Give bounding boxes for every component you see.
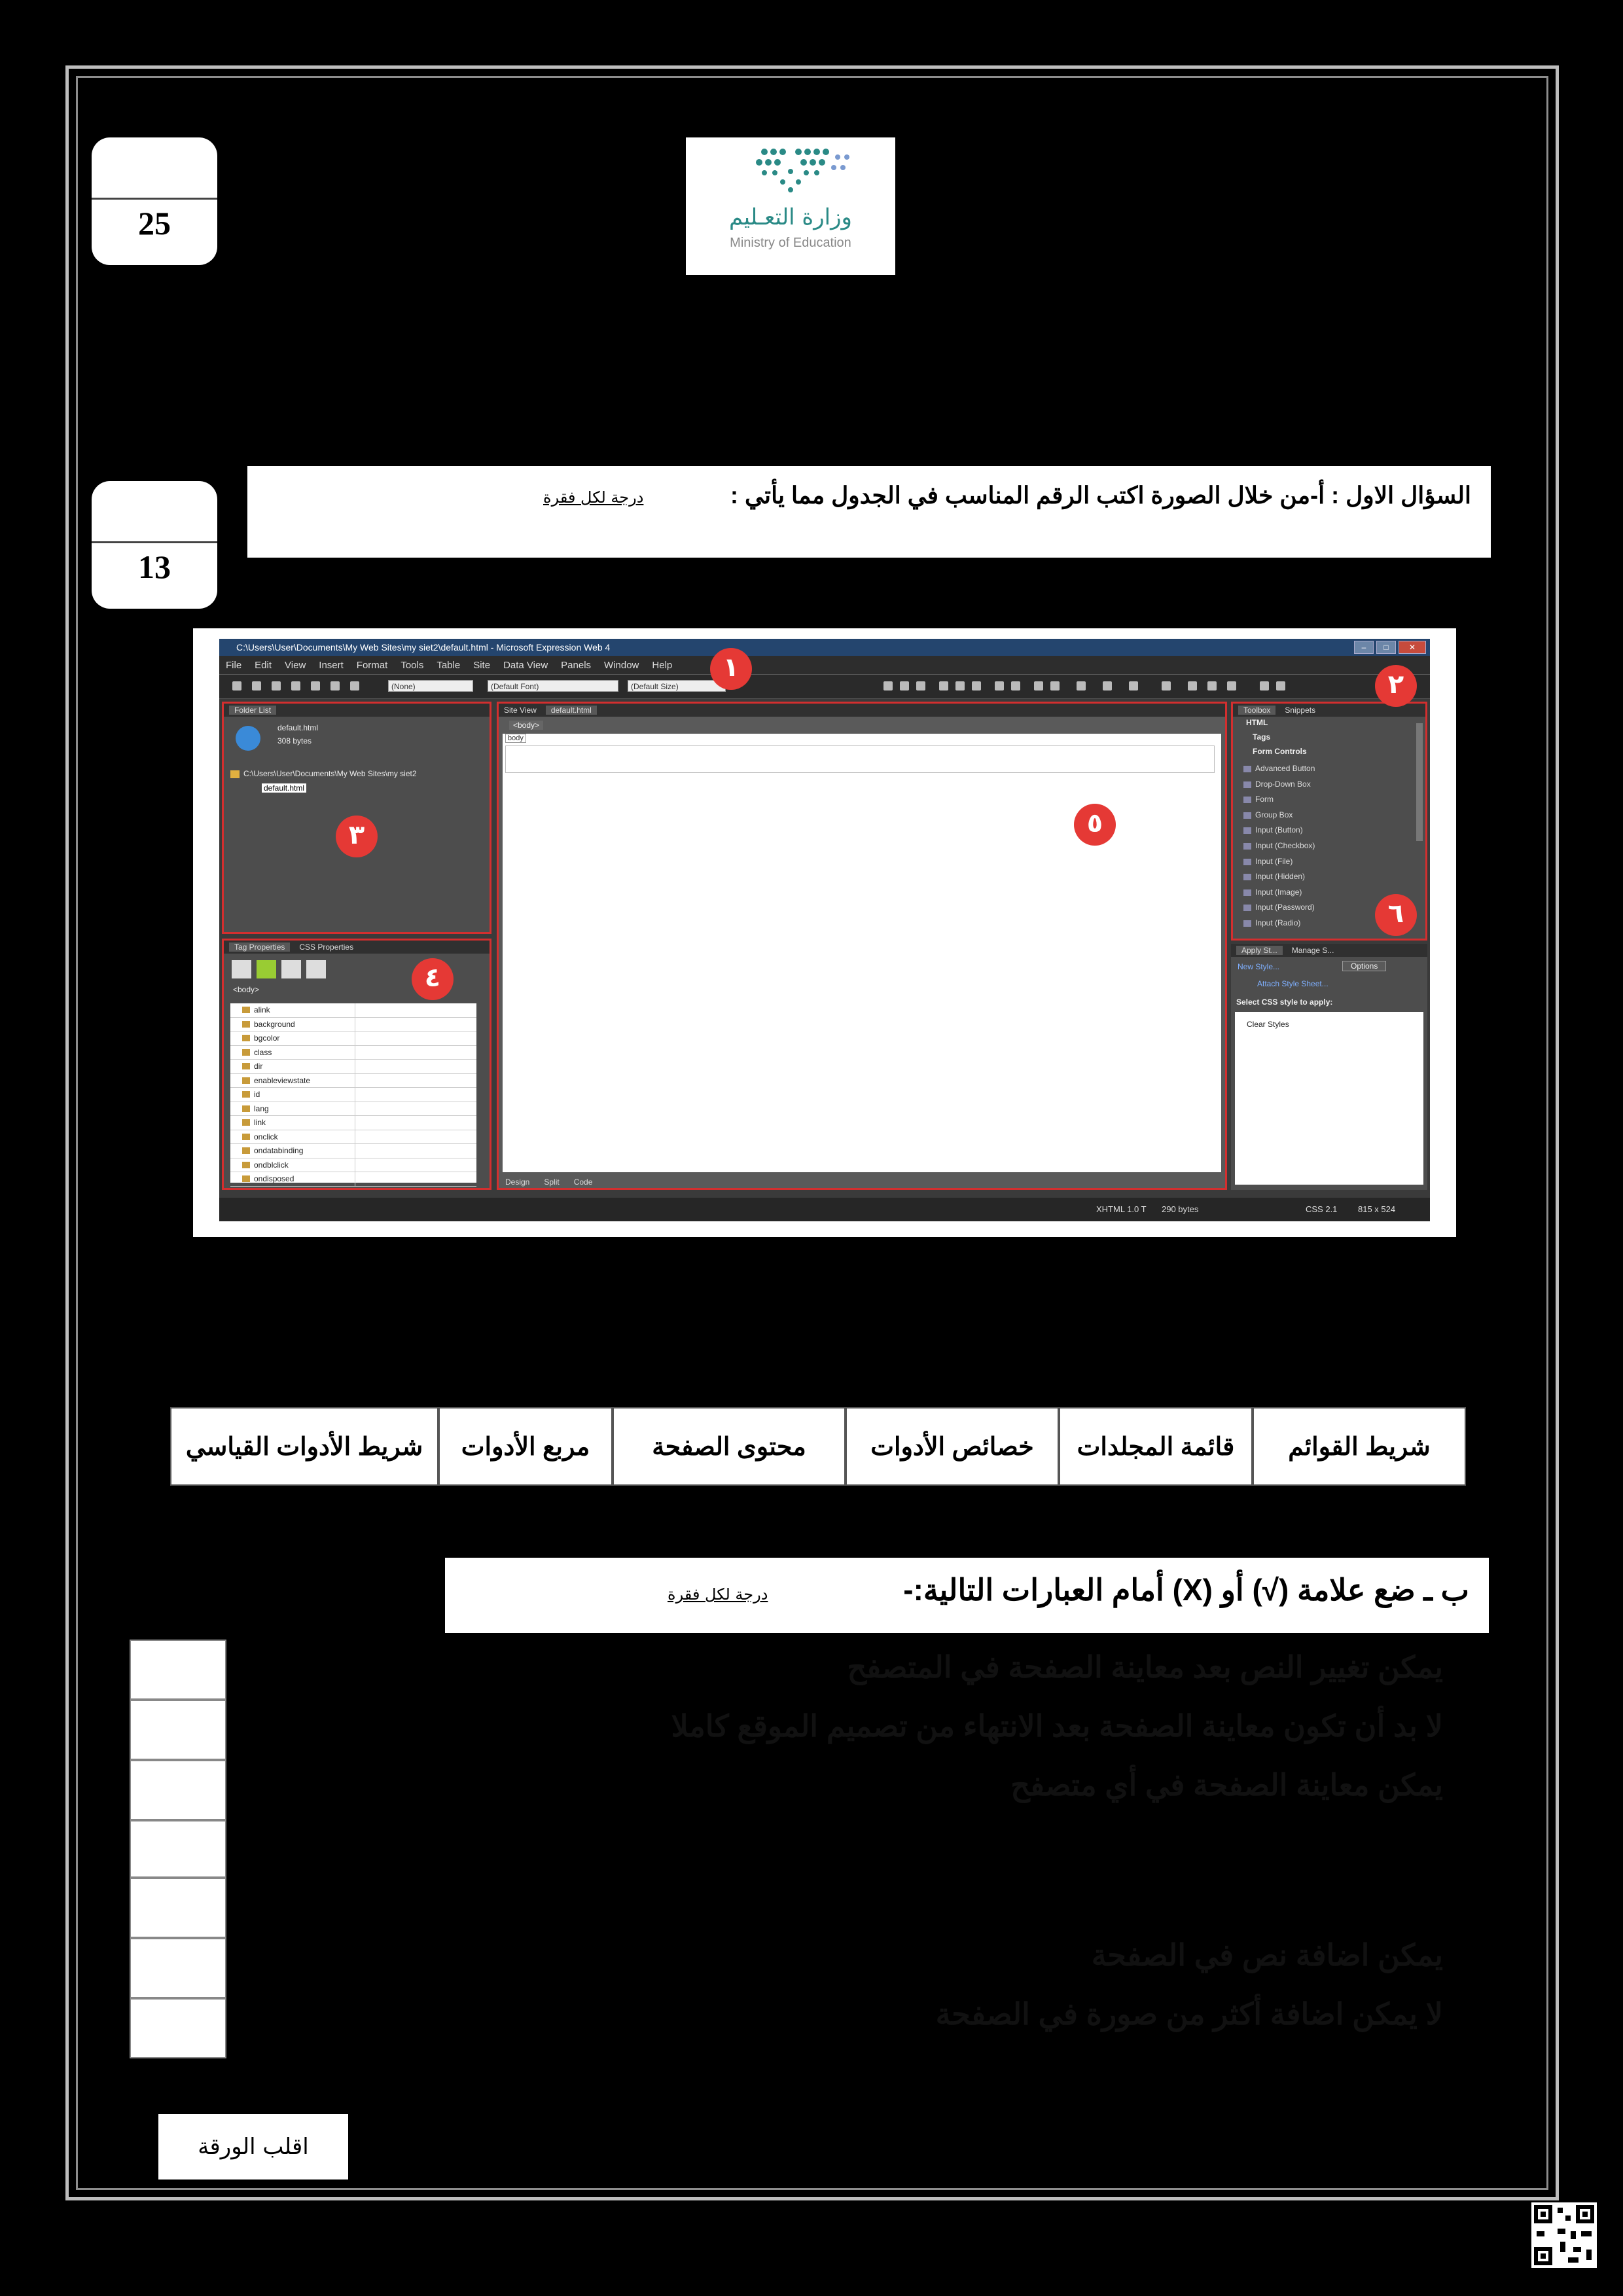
- tab-apply-styles[interactable]: Apply St...: [1236, 946, 1283, 955]
- toolbox-input-button[interactable]: Input (Button): [1233, 823, 1414, 838]
- outdent-icon[interactable]: [1050, 681, 1060, 691]
- view-tabs: [505, 1177, 592, 1187]
- tab-design[interactable]: Design: [505, 1177, 530, 1187]
- tab-manage-styles[interactable]: Manage S...: [1291, 946, 1334, 955]
- toolbox-input-password[interactable]: Input (Password): [1233, 900, 1414, 916]
- toolbox-input-checkbox[interactable]: Input (Checkbox): [1233, 838, 1414, 854]
- tab-snippets[interactable]: Snippets: [1285, 706, 1316, 715]
- statement-3: يمكن معاينة الصفحة في أي متصفح: [1010, 1768, 1443, 1802]
- clear-styles-item[interactable]: Clear Styles: [1247, 1020, 1289, 1029]
- marker-2: ٢: [1375, 665, 1417, 707]
- expression-web-window: [219, 639, 1430, 1221]
- align-left-icon[interactable]: [939, 681, 948, 691]
- attr-alink[interactable]: alink: [230, 1003, 476, 1018]
- apply-styles-tabs: [1231, 944, 1427, 957]
- toolbox-advanced-button[interactable]: Advanced Button: [1233, 761, 1414, 777]
- indent-icon[interactable]: [1034, 681, 1043, 691]
- tag-options-icon[interactable]: [306, 960, 326, 978]
- align-center-icon[interactable]: [955, 681, 965, 691]
- menu-table[interactable]: Table: [437, 659, 461, 671]
- statement-2: لا بد أن تكون معاينة الصفحة بعد الانتهاء من تصميم الموقع كاملا: [671, 1709, 1443, 1743]
- toolbox-input-image[interactable]: Input (Image): [1233, 885, 1414, 901]
- logo-english-text: Ministry of Education: [730, 236, 851, 250]
- toolbox-drop-down-box[interactable]: Drop-Down Box: [1233, 777, 1414, 793]
- attr-onclick[interactable]: onclick: [230, 1130, 476, 1145]
- attr-bgcolor[interactable]: bgcolor: [230, 1031, 476, 1046]
- highlight-icon[interactable]: [1103, 681, 1112, 691]
- attr-dir[interactable]: dir: [230, 1060, 476, 1074]
- layers-icon[interactable]: [1188, 681, 1197, 691]
- bold-icon[interactable]: [883, 681, 893, 691]
- select-css-style-label: Select CSS style to apply:: [1236, 997, 1333, 1007]
- tab-split[interactable]: Split: [544, 1177, 560, 1187]
- answer-table: [170, 1407, 1466, 1486]
- window-controls: [1354, 641, 1426, 654]
- attr-link[interactable]: link: [230, 1116, 476, 1130]
- menu-file[interactable]: File: [226, 659, 242, 671]
- tab-css-properties[interactable]: CSS Properties: [299, 942, 354, 952]
- table-icon[interactable]: [1162, 681, 1171, 691]
- answer-cell-tool-properties[interactable]: خصائص الأدوات: [846, 1407, 1059, 1486]
- attr-enableviewstate[interactable]: enableviewstate: [230, 1074, 476, 1088]
- question1-score-box: [92, 481, 217, 609]
- body-tag-chip[interactable]: <body>: [509, 721, 543, 730]
- expression-web-screenshot: [193, 628, 1456, 1237]
- folder-selected-file[interactable]: default.html: [262, 783, 306, 793]
- current-tag: <body>: [233, 985, 260, 994]
- attr-id[interactable]: id: [230, 1088, 476, 1102]
- bullet-list-icon[interactable]: [1011, 681, 1020, 691]
- toolbox-scrollbar[interactable]: [1416, 723, 1423, 841]
- menu-help[interactable]: Help: [652, 659, 673, 671]
- font-color-icon[interactable]: [1129, 681, 1138, 691]
- statement-4: يمكن اضافة نص في الصفحة: [1091, 1938, 1443, 1972]
- minimize-icon[interactable]: –: [1354, 641, 1374, 654]
- new-page-icon[interactable]: [232, 681, 241, 691]
- toolbox-input-radio[interactable]: Input (Radio): [1233, 916, 1414, 931]
- toolbox-input-hidden[interactable]: Input (Hidden): [1233, 869, 1414, 885]
- tf-answer-box-3[interactable]: [130, 1760, 226, 1820]
- publish-icon[interactable]: [330, 681, 340, 691]
- save-icon[interactable]: [291, 681, 300, 691]
- browser-icon[interactable]: [1227, 681, 1236, 691]
- status-css[interactable]: CSS 2.1: [1306, 1204, 1338, 1214]
- menu-data-view[interactable]: Data View: [503, 659, 548, 671]
- statement-1: يمكن تغيير النص بعد معاينة الصفحة في المتصفح: [847, 1650, 1443, 1684]
- menu-view[interactable]: View: [285, 659, 306, 671]
- menu-panels[interactable]: Panels: [561, 659, 592, 671]
- question1-points-note: درجة لكل فقرة: [543, 488, 644, 507]
- new-style-link[interactable]: New Style...: [1238, 962, 1280, 971]
- editor-tabs: [499, 704, 1225, 717]
- tab-code[interactable]: Code: [573, 1177, 593, 1187]
- folder-icon: [230, 770, 240, 778]
- question1-title: السؤال الاول : أ-من خلال الصورة اكتب الرقم المناسب في الجدول مما يأتي :: [730, 482, 1471, 509]
- sort-alpha-icon[interactable]: [257, 960, 276, 978]
- tag-attribute-list: [230, 1003, 476, 1183]
- folder-icon[interactable]: [272, 681, 281, 691]
- question1-banner: [247, 466, 1491, 558]
- tab-toolbox[interactable]: Toolbox: [1238, 706, 1275, 715]
- tab-folder-list[interactable]: Folder List: [229, 706, 276, 715]
- status-dimensions[interactable]: 815 x 524: [1358, 1204, 1396, 1214]
- toolbox-form[interactable]: Form: [1233, 792, 1414, 808]
- marker-1: ١: [710, 648, 752, 690]
- folder-list-header: [224, 704, 490, 717]
- question-b-banner: [445, 1558, 1489, 1633]
- borders-icon[interactable]: [1077, 681, 1086, 691]
- attr-ondblclick[interactable]: ondblclick: [230, 1158, 476, 1173]
- body-label: body: [505, 734, 526, 743]
- sort-category-icon[interactable]: [232, 960, 251, 978]
- tf-answer-box-6[interactable]: [130, 1938, 226, 1998]
- folder-file-size: 308 bytes: [277, 736, 312, 745]
- tag-panel-buttons: [232, 960, 336, 980]
- answer-cell-toolbox[interactable]: مربع الأدوات: [438, 1407, 613, 1486]
- underline-icon[interactable]: [916, 681, 925, 691]
- toolbox-group-form-controls[interactable]: Form Controls: [1253, 747, 1307, 756]
- window-titlebar: [219, 639, 1430, 656]
- preview-icon[interactable]: [311, 681, 320, 691]
- menu-site[interactable]: Site: [473, 659, 491, 671]
- style-select[interactable]: (None): [388, 680, 473, 692]
- answer-cell-folder-list[interactable]: قائمة المجلدات: [1059, 1407, 1253, 1486]
- open-icon[interactable]: [252, 681, 261, 691]
- styles-options-button[interactable]: Options: [1342, 961, 1386, 971]
- answer-cell-menu-bar[interactable]: شريط القوائم: [1253, 1407, 1466, 1486]
- body-block[interactable]: [505, 745, 1215, 773]
- apply-styles-panel: [1231, 944, 1427, 1190]
- marker-6: ٦: [1375, 894, 1417, 936]
- flip-page-note: اقلب الورقة: [158, 2114, 348, 2179]
- statement-5: لا يمكن اضافة أكثر من صورة في الصفحة: [935, 1997, 1443, 2031]
- standard-toolbar: [219, 674, 1430, 699]
- print-icon[interactable]: [350, 681, 359, 691]
- paragraph-ltr-icon[interactable]: [1260, 681, 1269, 691]
- font-size-select[interactable]: (Default Size): [628, 680, 726, 692]
- menu-format[interactable]: Format: [356, 659, 388, 671]
- attr-class[interactable]: class: [230, 1046, 476, 1060]
- ministry-logo: [686, 137, 895, 275]
- qr-code: [1531, 2202, 1597, 2268]
- toolbox-group-html[interactable]: HTML: [1246, 718, 1268, 727]
- tf-answer-box-7[interactable]: [130, 1998, 226, 2058]
- styles-list: [1235, 1012, 1423, 1185]
- close-icon[interactable]: ✕: [1399, 641, 1426, 654]
- menu-bar: [219, 656, 1430, 674]
- answer-cell-page-content[interactable]: محتوى الصفحة: [613, 1407, 846, 1486]
- image-icon[interactable]: [1207, 681, 1217, 691]
- numbered-list-icon[interactable]: [995, 681, 1004, 691]
- italic-icon[interactable]: [900, 681, 909, 691]
- question1-score: 13: [138, 548, 171, 585]
- marker-5: ٥: [1074, 804, 1116, 846]
- marker-4: ٤: [412, 958, 454, 1000]
- tab-tag-properties[interactable]: Tag Properties: [229, 942, 290, 952]
- maximize-icon[interactable]: □: [1376, 641, 1396, 654]
- menu-insert[interactable]: Insert: [319, 659, 344, 671]
- window-title: C:\Users\User\Documents\My Web Sites\my siet2\default.html - Microsoft Expression Web 4: [236, 642, 611, 653]
- total-score-box: [92, 137, 217, 265]
- tab-default-html[interactable]: default.html: [546, 706, 597, 715]
- attr-lang[interactable]: lang: [230, 1102, 476, 1117]
- tf-answer-box-4[interactable]: [130, 1820, 226, 1878]
- align-right-icon[interactable]: [972, 681, 981, 691]
- show-set-icon[interactable]: [281, 960, 301, 978]
- tag-properties-header: [224, 941, 490, 954]
- question-b-points-note: درجة لكل فقرة: [668, 1585, 768, 1604]
- html-file-icon: [236, 726, 260, 751]
- menu-edit[interactable]: Edit: [255, 659, 272, 671]
- marker-3: ٣: [336, 816, 378, 857]
- answer-cell-standard-toolbar[interactable]: شريط الأدوات القياسي: [170, 1407, 438, 1486]
- logo-dots-icon: [686, 137, 895, 203]
- menu-window[interactable]: Window: [604, 659, 639, 671]
- toolbox-input-file[interactable]: Input (File): [1233, 854, 1414, 870]
- folder-path[interactable]: C:\Users\User\Documents\My Web Sites\my siet2: [243, 769, 417, 778]
- tf-answer-box-1[interactable]: [130, 1640, 226, 1700]
- folder-file-name[interactable]: default.html: [277, 723, 319, 732]
- editor-panel: [497, 702, 1227, 1190]
- toolbox-group-tags[interactable]: Tags: [1253, 732, 1271, 742]
- total-score: 25: [138, 205, 171, 242]
- toolbox-group-box[interactable]: Group Box: [1233, 808, 1414, 823]
- attr-background[interactable]: background: [230, 1018, 476, 1032]
- logo-arabic-text: وزارة التعـليم: [729, 204, 852, 230]
- attr-ondatabinding[interactable]: ondatabinding: [230, 1144, 476, 1158]
- status-bar: [219, 1198, 1430, 1221]
- tf-answer-box-5[interactable]: [130, 1878, 226, 1938]
- attr-ondisposed[interactable]: ondisposed: [230, 1172, 476, 1187]
- status-size: 290 bytes: [1162, 1204, 1199, 1214]
- question-b-title: ب ـ ضع علامة (√) أو (X) أمام العبارات التالية:-: [903, 1573, 1469, 1607]
- design-surface[interactable]: [503, 734, 1221, 1172]
- status-doctype[interactable]: XHTML 1.0 T: [1096, 1204, 1147, 1214]
- tab-site-view[interactable]: Site View: [504, 706, 537, 715]
- attach-style-sheet-link[interactable]: Attach Style Sheet...: [1257, 979, 1329, 988]
- menu-tools[interactable]: Tools: [401, 659, 424, 671]
- font-select[interactable]: (Default Font): [488, 680, 618, 692]
- tf-answer-box-2[interactable]: [130, 1700, 226, 1760]
- paragraph-rtl-icon[interactable]: [1276, 681, 1285, 691]
